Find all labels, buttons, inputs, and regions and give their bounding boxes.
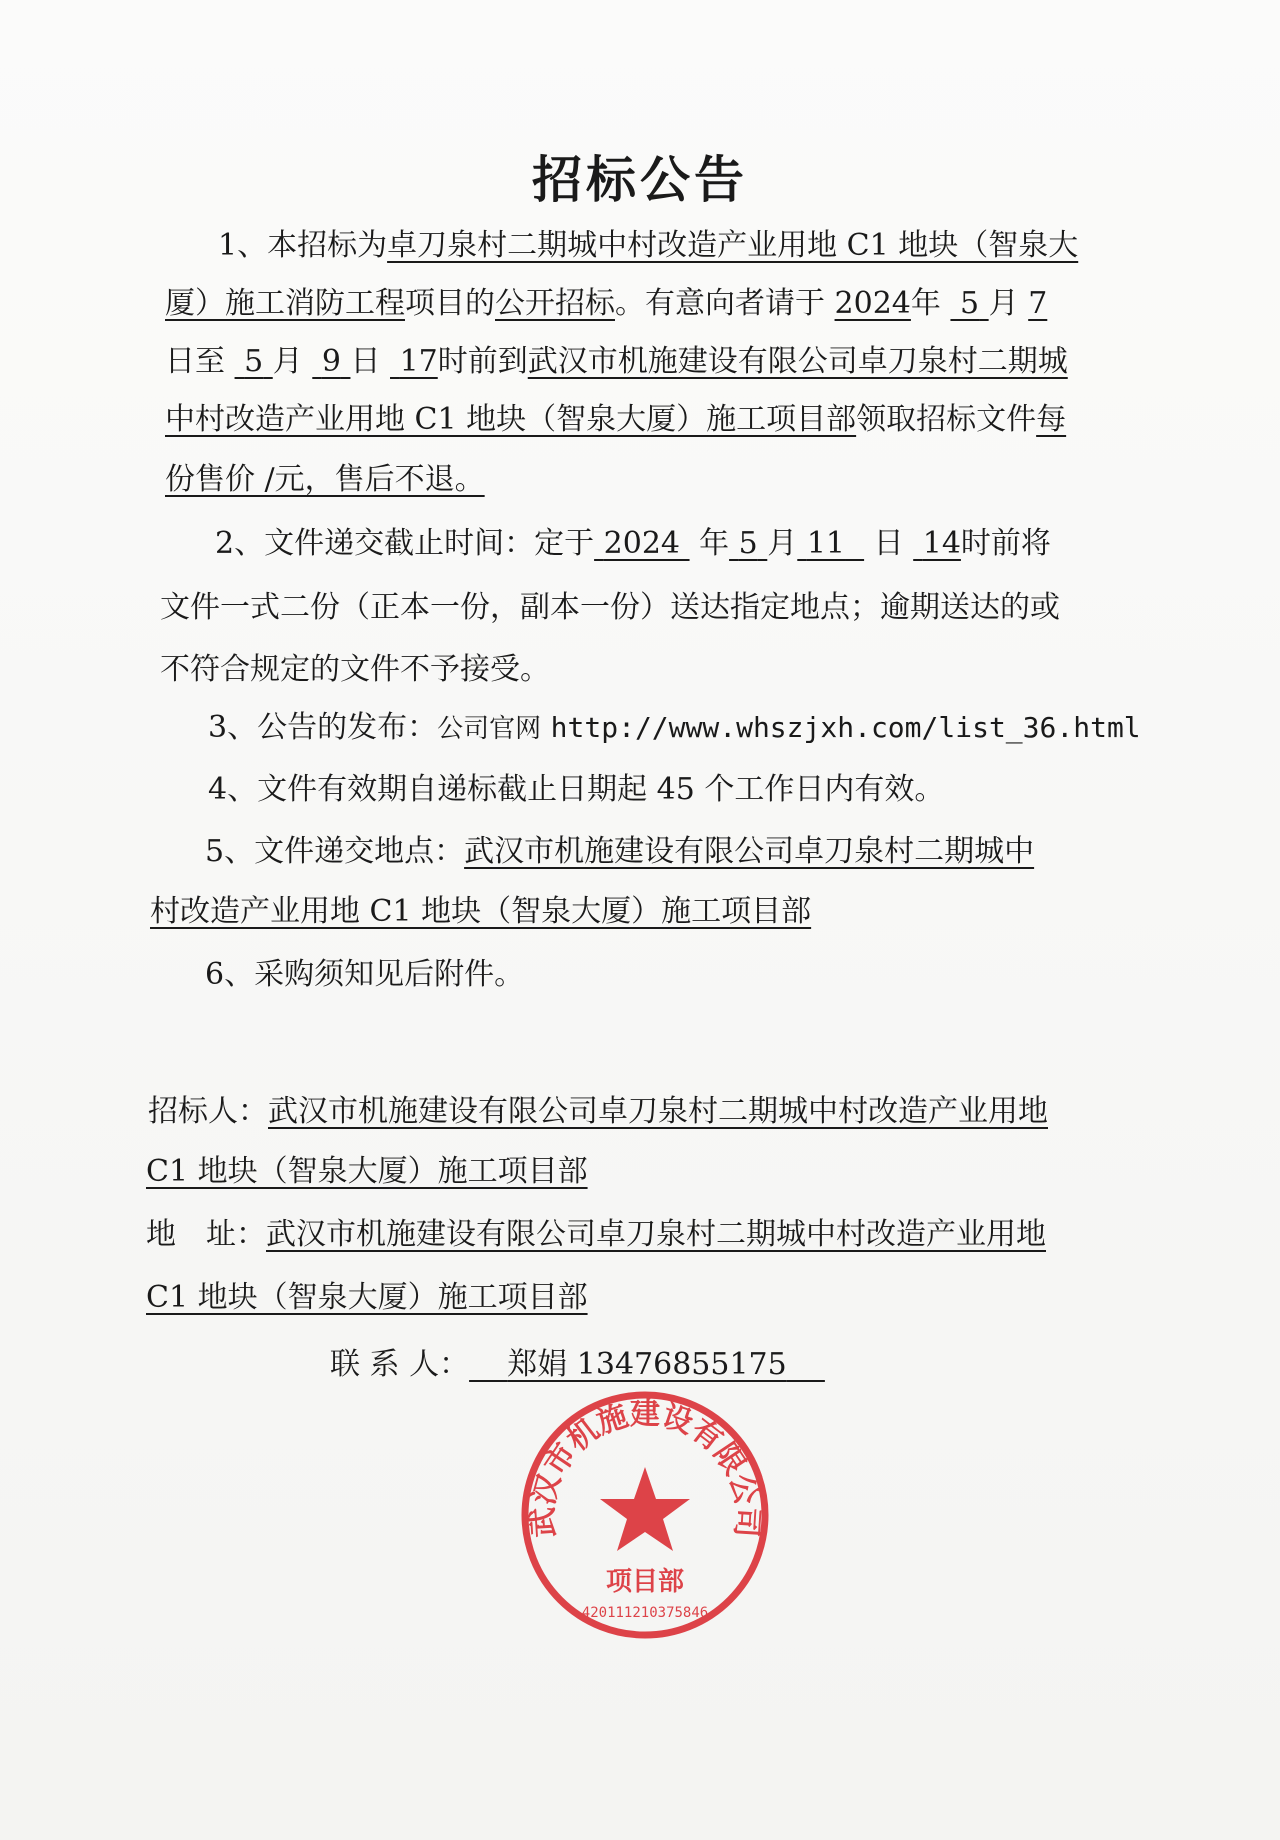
p2-line-1: 2、文件递交截止时间：定于 2024 年 5 月 11 日 14时前将 [215, 526, 1051, 561]
website-link[interactable]: http://www.whszjxh.com/list_36.html [550, 711, 1141, 744]
p6-line: 6、采购须知见后附件。 [205, 957, 525, 992]
p1-line-1: 1、本招标为卓刀泉村二期城中村改造产业用地 C1 地块（智泉大 [218, 228, 1079, 263]
page-title: 招标公告 [532, 151, 748, 209]
p3-line: 3、公告的发布：公司官网 http://www.whszjxh.com/list_36.html [208, 710, 1141, 745]
p5-line-2: 村改造产业用地 C1 地块（智泉大厦）施工项目部 [150, 894, 812, 929]
p1-line-5: 份售价 /元，售后不退。 [165, 462, 485, 497]
project-name: 卓刀泉村二期城中村改造产业用地 C1 地块（智泉大 [387, 228, 1079, 263]
address-line-2: C1 地块（智泉大厦）施工项目部 [146, 1280, 588, 1315]
p1-line-3: 日至 5 月 9 日 17时前到武汉市机施建设有限公司卓刀泉村二期城 [165, 344, 1068, 379]
seal-code-text: 420111210375846 [581, 1605, 709, 1621]
seal-star-icon [600, 1467, 690, 1551]
p2-line-2: 文件一式二份（正本一份，副本一份）送达指定地点；逾期送达的或 [160, 590, 1060, 625]
p1-line-4: 中村改造产业用地 C1 地块（智泉大厦）施工项目部领取招标文件每 [165, 402, 1067, 437]
p5-line-1: 5、文件递交地点：武汉市机施建设有限公司卓刀泉村二期城中 [205, 834, 1035, 869]
address-line-1: 地 址：武汉市机施建设有限公司卓刀泉村二期城中村改造产业用地 [146, 1217, 1046, 1252]
p4-line: 4、文件有效期自递标截止日期起 45 个工作日内有效。 [208, 772, 945, 807]
p2-line-3: 不符合规定的文件不予接受。 [160, 652, 550, 687]
contact-line: 联 系 人： 郑娟 13476855175 [330, 1347, 787, 1382]
p1-line-2: 厦）施工消防工程项目的公开招标。有意向者请于 2024年 5 月 7 [165, 286, 1048, 321]
seal-inner-text: 项目部 [605, 1567, 685, 1597]
bidder-line-1: 招标人：武汉市机施建设有限公司卓刀泉村二期城中村改造产业用地 [148, 1094, 1048, 1129]
company-seal-stamp [515, 1385, 775, 1645]
seal-arc-text: 武汉市机施建设有限公司 [525, 1396, 765, 1539]
bidder-line-2: C1 地块（智泉大厦）施工项目部 [146, 1154, 588, 1189]
